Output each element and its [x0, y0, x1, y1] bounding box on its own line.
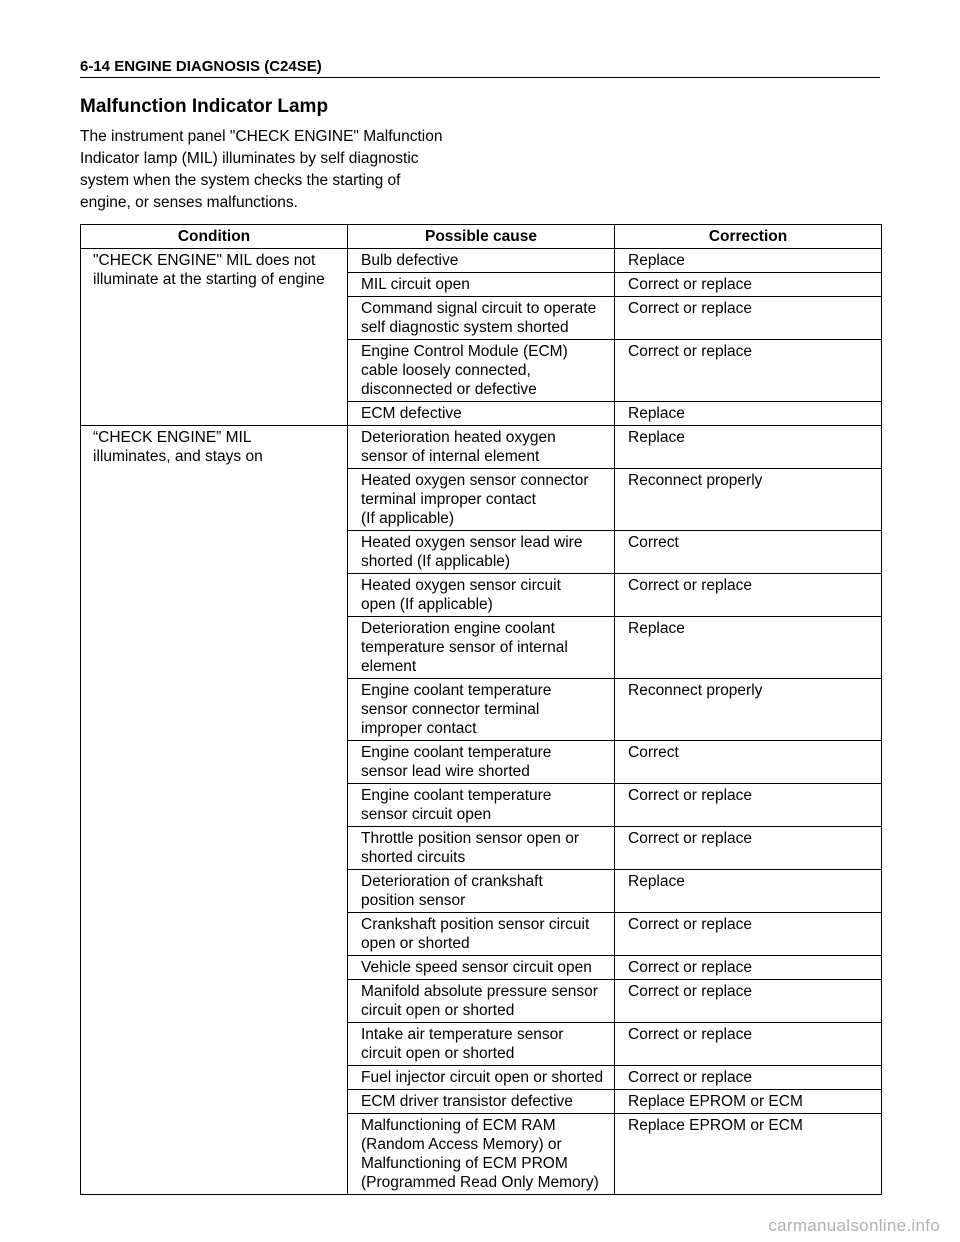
- possible-cause-cell: MIL circuit open: [348, 273, 615, 297]
- column-header-condition: Condition: [81, 225, 348, 249]
- possible-cause-cell: ECM driver transistor defective: [348, 1090, 615, 1114]
- possible-cause-cell: Vehicle speed sensor circuit open: [348, 956, 615, 980]
- table-row: [81, 426, 882, 469]
- correction-cell: Correct or replace: [615, 340, 882, 402]
- possible-cause-cell: Engine Control Module (ECM) cable loosely connected, disconnected or defective: [348, 340, 615, 402]
- possible-cause-cell: Heated oxygen sensor circuit open (If applicable): [348, 574, 615, 617]
- possible-cause-cell: Heated oxygen sensor connector terminal improper contact (If applicable): [348, 469, 615, 531]
- correction-cell: Correct: [615, 531, 882, 574]
- possible-cause-cell: Fuel injector circuit open or shorted: [348, 1066, 615, 1090]
- possible-cause-cell: Deterioration of crankshaft position sensor: [348, 870, 615, 913]
- possible-cause-cell: Throttle position sensor open or shorted circuits: [348, 827, 615, 870]
- correction-cell: Correct or replace: [615, 784, 882, 827]
- correction-cell: Correct or replace: [615, 827, 882, 870]
- correction-cell: Replace: [615, 402, 882, 426]
- possible-cause-cell: Manifold absolute pressure sensor circuit open or shorted: [348, 980, 615, 1023]
- section-title: Malfunction Indicator Lamp: [80, 96, 329, 117]
- correction-cell: Replace: [615, 870, 882, 913]
- correction-cell: Replace: [615, 617, 882, 679]
- correction-cell: Reconnect properly: [615, 679, 882, 741]
- condition-cell: “CHECK ENGINE” MIL illuminates, and stays on: [81, 426, 348, 1195]
- correction-cell: Correct or replace: [615, 1066, 882, 1090]
- table-body: [81, 249, 882, 1195]
- column-header-correction: Correction: [615, 225, 882, 249]
- correction-cell: Correct or replace: [615, 574, 882, 617]
- condition-cell: "CHECK ENGINE" MIL does not illuminate at the starting of engine: [81, 249, 348, 426]
- correction-cell: Replace: [615, 426, 882, 469]
- correction-cell: Replace: [615, 249, 882, 273]
- intro-paragraph: The instrument panel "CHECK ENGINE" Malfunction Indicator lamp (MIL) illuminates by self diagnostic system when the system checks the starting of engine, or senses malfunctions.: [80, 128, 443, 211]
- correction-cell: Correct or replace: [615, 1023, 882, 1066]
- possible-cause-cell: ECM defective: [348, 402, 615, 426]
- possible-cause-cell: Engine coolant temperature sensor connector terminal improper contact: [348, 679, 615, 741]
- watermark: carmanualsonline.info: [768, 1216, 940, 1235]
- possible-cause-cell: Command signal circuit to operate self diagnostic system shorted: [348, 297, 615, 340]
- correction-cell: Correct or replace: [615, 273, 882, 297]
- possible-cause-cell: Engine coolant temperature sensor circuit open: [348, 784, 615, 827]
- correction-cell: Correct or replace: [615, 297, 882, 340]
- possible-cause-cell: Bulb defective: [348, 249, 615, 273]
- table-header-row: [81, 225, 882, 249]
- correction-cell: Replace EPROM or ECM: [615, 1114, 882, 1195]
- table-row: [81, 249, 882, 273]
- possible-cause-cell: Malfunctioning of ECM RAM (Random Access Memory) or Malfunctioning of ECM PROM (Programmed Read Only Memory): [348, 1114, 615, 1195]
- possible-cause-cell: Intake air temperature sensor circuit open or shorted: [348, 1023, 615, 1066]
- correction-cell: Reconnect properly: [615, 469, 882, 531]
- possible-cause-cell: Deterioration engine coolant temperature sensor of internal element: [348, 617, 615, 679]
- correction-cell: Correct or replace: [615, 913, 882, 956]
- correction-cell: Correct or replace: [615, 956, 882, 980]
- possible-cause-cell: Crankshaft position sensor circuit open or shorted: [348, 913, 615, 956]
- possible-cause-cell: Engine coolant temperature sensor lead wire shorted: [348, 741, 615, 784]
- possible-cause-cell: Heated oxygen sensor lead wire shorted (If applicable): [348, 531, 615, 574]
- page-header: 6-14 ENGINE DIAGNOSIS (C24SE): [80, 58, 880, 78]
- column-header-possible-cause: Possible cause: [348, 225, 615, 249]
- correction-cell: Correct or replace: [615, 980, 882, 1023]
- possible-cause-cell: Deterioration heated oxygen sensor of internal element: [348, 426, 615, 469]
- correction-cell: Correct: [615, 741, 882, 784]
- diagnosis-table: [80, 224, 882, 1195]
- correction-cell: Replace EPROM or ECM: [615, 1090, 882, 1114]
